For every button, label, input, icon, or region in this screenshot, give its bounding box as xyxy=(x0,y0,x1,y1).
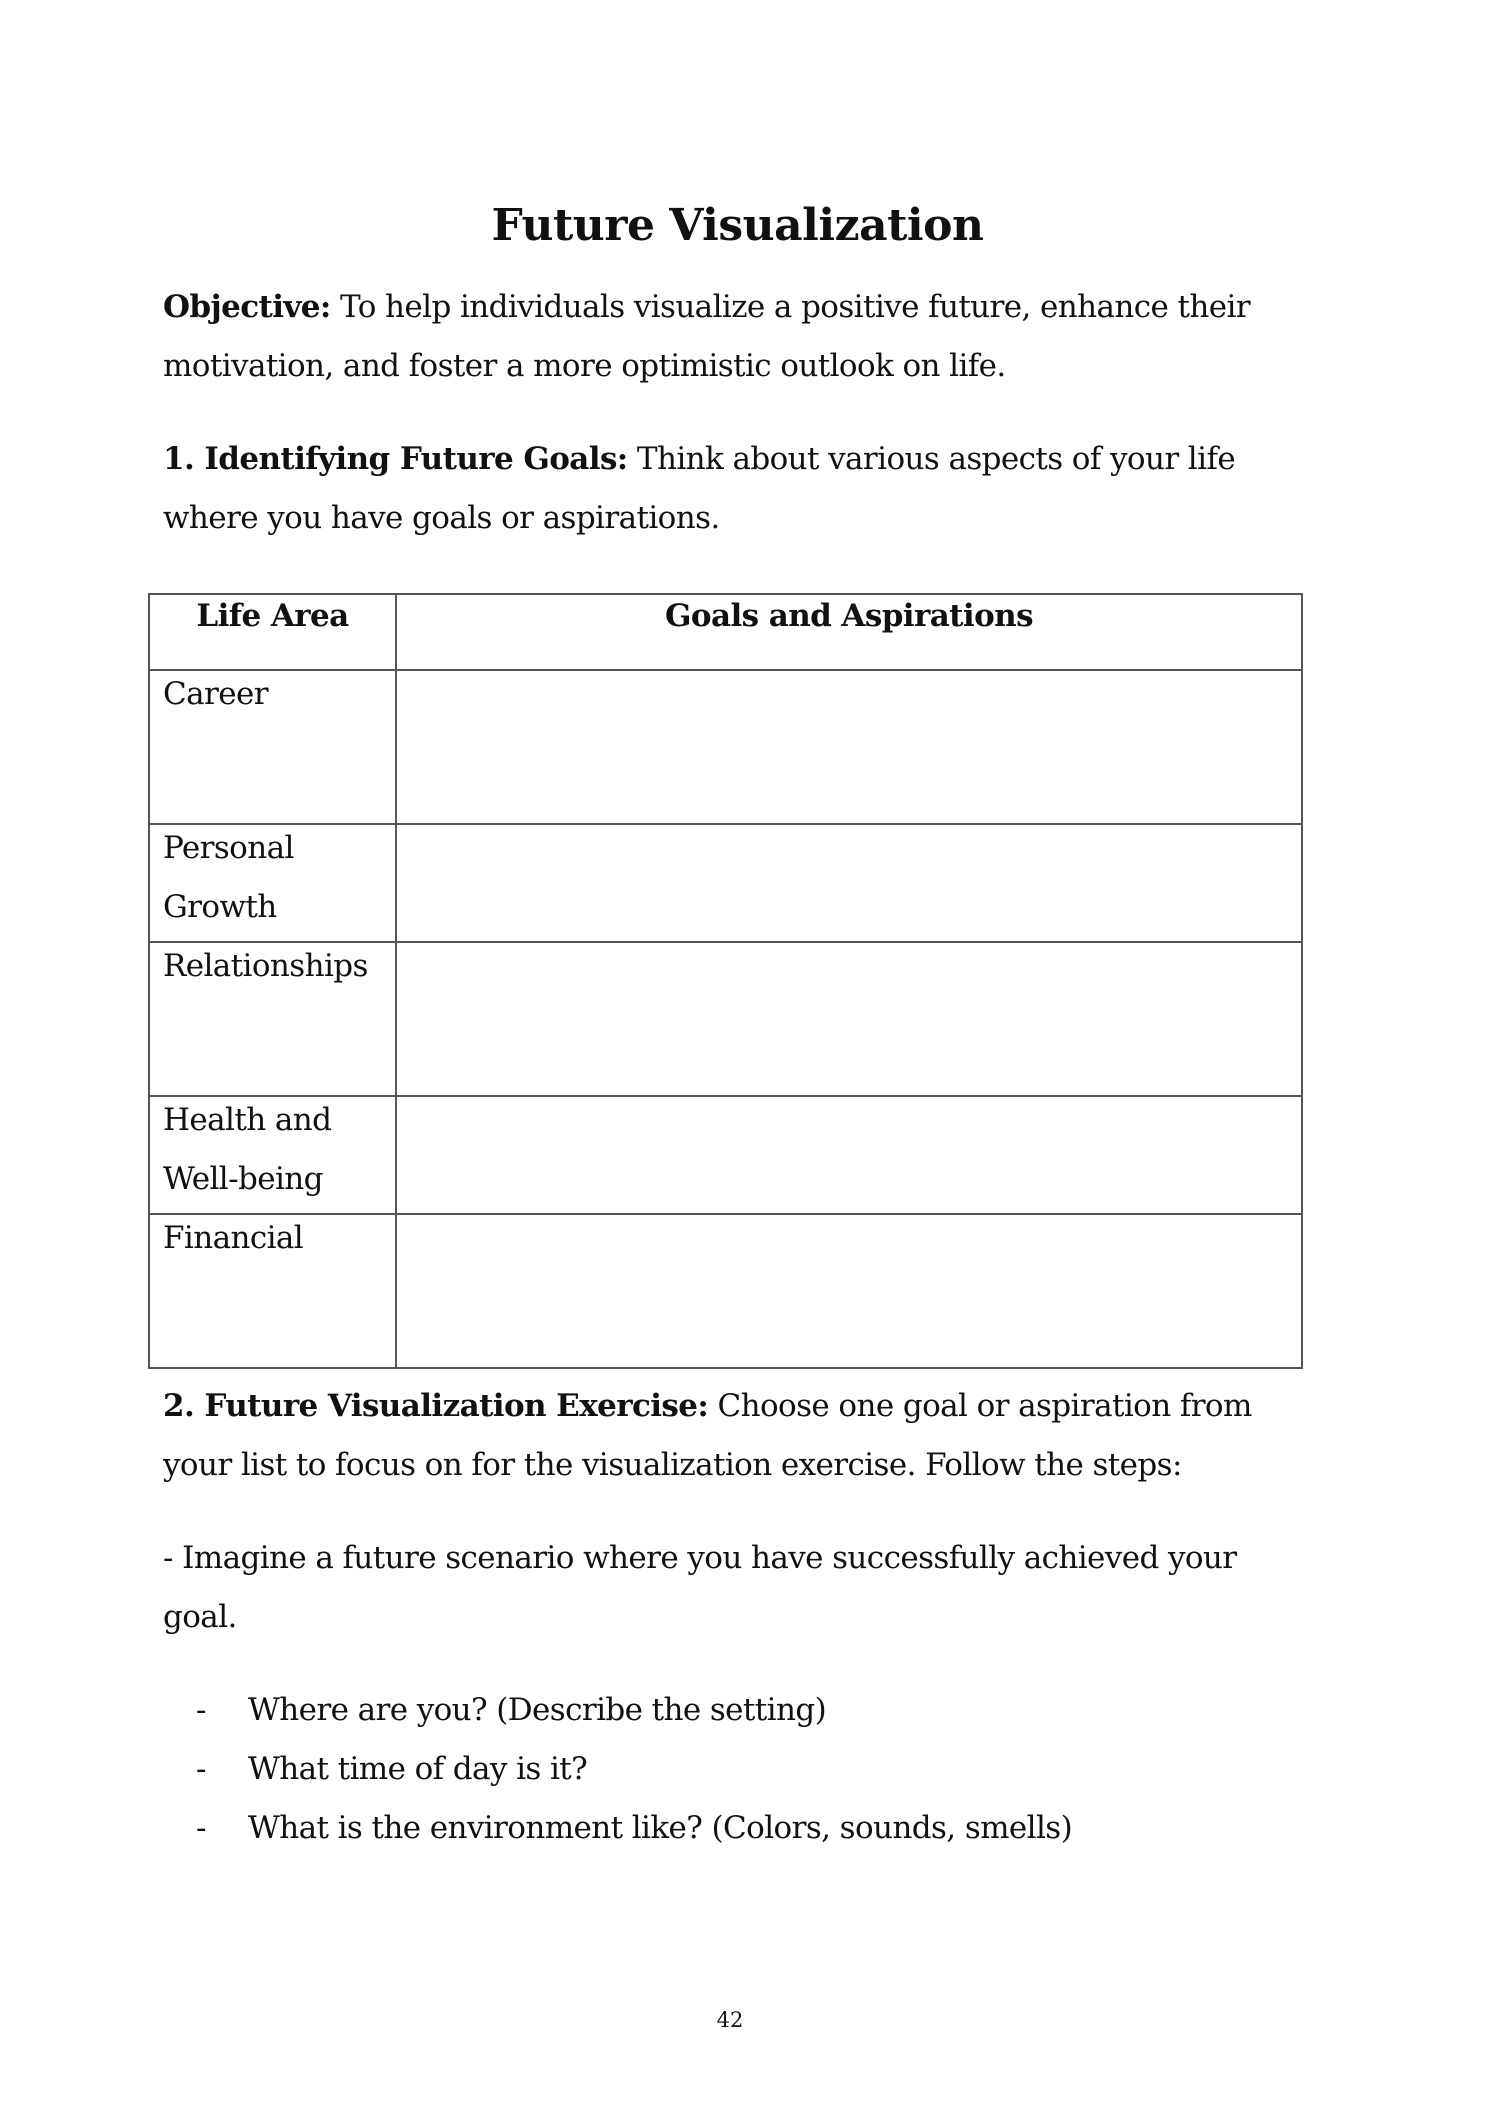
page-number: 42 xyxy=(716,2008,744,2032)
objective-label: Objective: xyxy=(163,289,331,325)
dash-bullet-icon: - xyxy=(196,1751,206,1787)
goals-input-cell[interactable] xyxy=(396,670,1302,824)
life-area-label: Financial xyxy=(163,1220,304,1256)
section-1-paragraph xyxy=(163,430,1303,548)
section-2-text: Choose one goal or aspiration from your list to focus on for the visualization exercise. Follow the steps: xyxy=(163,1388,1252,1483)
column-header-goals: Goals and Aspirations xyxy=(396,594,1302,670)
list-item xyxy=(196,1681,1072,1740)
table-header-row xyxy=(149,594,1302,670)
life-area-label: Relationships xyxy=(163,948,368,984)
goals-input-cell[interactable] xyxy=(396,942,1302,1096)
life-area-label: Career xyxy=(163,676,268,712)
list-item-text: What is the environment like? (Colors, sounds, smells) xyxy=(248,1810,1073,1846)
objective-text: To help individuals visualize a positive future, enhance their motivation, and foster a more optimistic outlook on life. xyxy=(163,289,1251,384)
table-row-career xyxy=(149,670,1302,824)
dash-bullet-icon: - xyxy=(196,1692,206,1728)
page-title: Future Visualization xyxy=(491,200,984,251)
list-item-text: What time of day is it? xyxy=(248,1751,588,1787)
life-area-cell xyxy=(149,942,396,1096)
section-1-heading: 1. Identifying Future Goals: xyxy=(163,441,628,477)
column-header-life-area: Life Area xyxy=(149,594,396,670)
table-row-relationships xyxy=(149,942,1302,1096)
imagine-instruction: - Imagine a future scenario where you have successfully achieved your goal. xyxy=(163,1540,1237,1635)
life-area-label: Health and Well-being xyxy=(163,1102,332,1197)
section-2-heading: 2. Future Visualization Exercise: xyxy=(163,1388,709,1424)
life-area-label: Personal Growth xyxy=(163,830,294,925)
visualization-questions-list xyxy=(196,1681,1072,1858)
life-area-cell xyxy=(149,1096,396,1214)
goals-input-cell[interactable] xyxy=(396,824,1302,942)
table-row-health xyxy=(149,1096,1302,1214)
table-row-personal-growth xyxy=(149,824,1302,942)
list-item-text: Where are you? (Describe the setting) xyxy=(248,1692,827,1728)
section-2-paragraph xyxy=(163,1377,1303,1495)
goals-input-cell[interactable] xyxy=(396,1096,1302,1214)
dash-bullet-icon: - xyxy=(196,1810,206,1846)
objective-paragraph xyxy=(163,278,1303,396)
section-1-text: Think about various aspects of your life where you have goals or aspirations. xyxy=(163,441,1236,536)
table-row-financial xyxy=(149,1214,1302,1368)
list-item xyxy=(196,1799,1072,1858)
goals-table xyxy=(148,593,1303,1369)
list-item xyxy=(196,1740,1072,1799)
life-area-cell xyxy=(149,824,396,942)
life-area-cell xyxy=(149,1214,396,1368)
life-area-cell xyxy=(149,670,396,824)
goals-input-cell[interactable] xyxy=(396,1214,1302,1368)
